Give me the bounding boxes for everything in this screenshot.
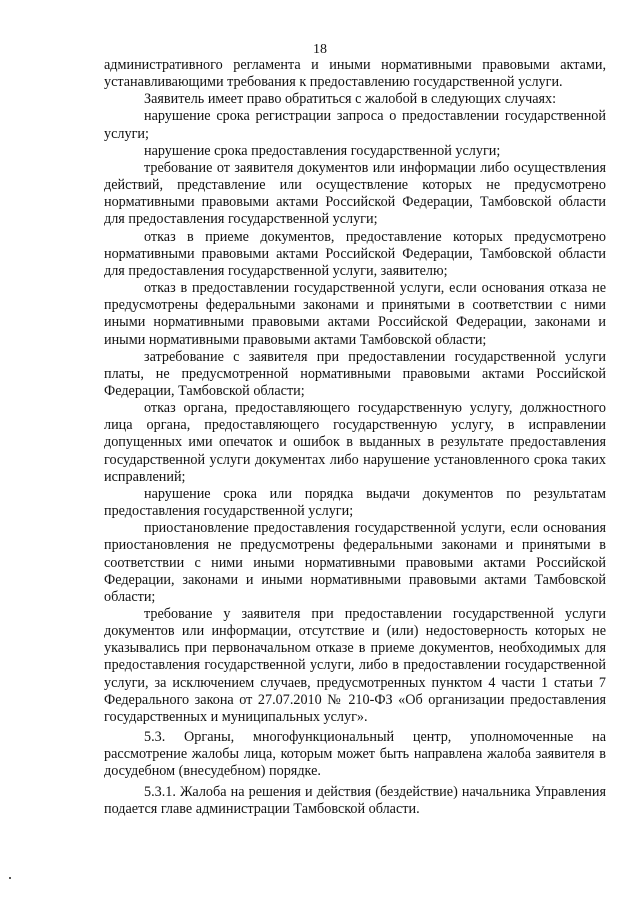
page-number: 18	[313, 42, 327, 57]
section-5-3-1: 5.3.1. Жалоба на решения и действия (бездействие) начальника Управления подается главе администрации Тамбовской области.	[104, 783, 606, 817]
list-item-excess-documents: требование от заявителя документов или информации либо осуществления действий, представление или осуществление которых не предусмотрено нормативными правовыми актами Российской Федерации, Тамбовской области для предоставления государственной услуги;	[104, 159, 606, 228]
list-item-correction-refusal: отказ органа, предоставляющего государственную услугу, должностного лица органа, предоставляющего государственную услугу, в исправлении допущенных ими опечаток и ошибок в выданных в результате предоставления государственной услуги документах либо нарушение установленного срока таких исправлений;	[104, 400, 606, 485]
paragraph-regulation-continuation: административного регламента и иными нормативными правовыми актами, устанавливающими требования к предоставлению государственной услуги.	[104, 57, 606, 91]
section-5-3: 5.3. Органы, многофункциональный центр, уполномоченные на рассмотрение жалобы лица, которым может быть направлена жалоба заявителя в досудебном (внесудебном) порядке.	[104, 729, 606, 780]
document-body	[104, 57, 606, 818]
list-item-refusal-accept: отказ в приеме документов, предоставление которых предусмотрено нормативными правовыми актами Российской Федерации, Тамбовской области для предоставления государственной услуги, заявителю;	[104, 228, 606, 279]
paragraph-complaint-intro: Заявитель имеет право обратиться с жалобой в следующих случаях:	[144, 91, 557, 108]
list-item-missing-documents: требование у заявителя при предоставлении государственной услуги документов или информации, отсутствие и (или) недостоверность которых не указывались при первоначальном отказе в приеме документов, необходимых для предоставления государственной услуги, либо в предоставлении государственной услуги, за исключением случаев, предусмотренных пунктом 4 части 1 статьи 7 Федерального закона от 27.07.2010 № 210-ФЗ «Об организации предоставления государственных и муниципальных услуг».	[104, 606, 606, 725]
list-item-refusal-provide: отказ в предоставлении государственной услуги, если основания отказа не предусмотрены федеральными законами и принятыми в соответствии с ними иными нормативными правовыми актами Российской Федерации, законами и иными нормативными правовыми актами Тамбовской области;	[104, 280, 606, 348]
list-item-issuance-violation: нарушение срока или порядка выдачи документов по результатам предоставления государственной услуги;	[104, 485, 606, 520]
list-item-term-violation: нарушение срока предоставления государственной услуги;	[144, 142, 501, 159]
list-item-registration-violation: нарушение срока регистрации запроса о предоставлении государственной услуги;	[104, 108, 606, 142]
list-item-suspension: приостановление предоставления государственной услуги, если основания приостановления не предусмотрены федеральными законами и принятыми в соответствии с ними иными нормативными правовыми актами Российской Федерации, законами и иными нормативными правовыми актами Тамбовской области;	[104, 520, 606, 605]
scan-artifact-dot	[9, 877, 11, 879]
list-item-unlawful-fee: затребование с заявителя при предоставлении государственной услуги платы, не предусмотренной нормативными правовыми актами Российской Федерации, Тамбовской области;	[104, 348, 606, 399]
